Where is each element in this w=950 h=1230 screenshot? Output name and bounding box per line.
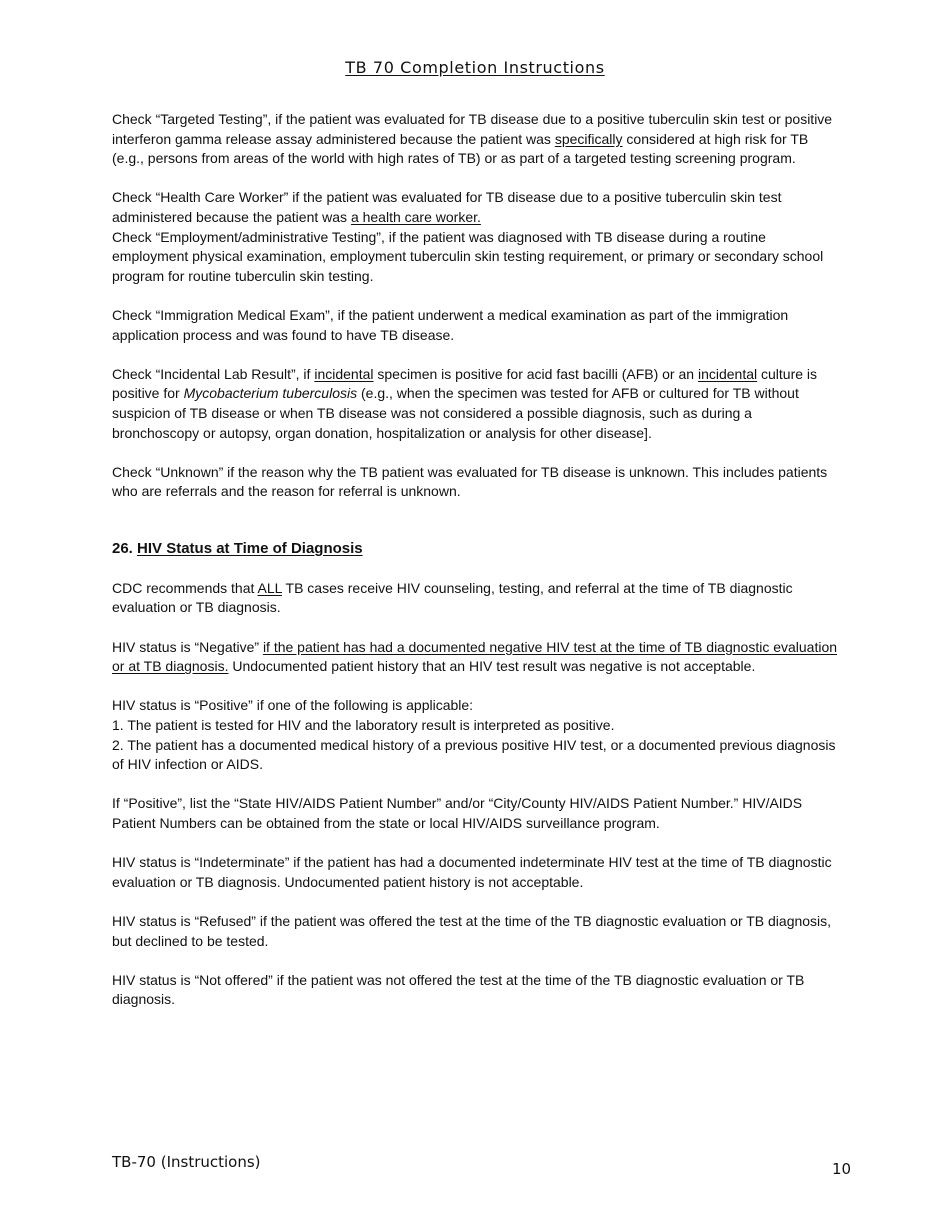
hiv-patient-number-paragraph: If “Positive”, list the “State HIV/AIDS Patient Number” and/or “City/County HIV/AIDS Patient Number.” HIV/AIDS Patient Numbers can be obtained from the state or local HIV/AIDS surveillance program. [112,795,803,831]
unknown-paragraph: Check “Unknown” if the reason why the TB patient was evaluated for TB disease is unknown. This includes patients who are referrals and the reason for referral is unknown. [112,463,828,500]
hiv-refused-paragraph: HIV status is “Refused” if the patient was offered the test at the time of the TB diagnostic evaluation or TB diagnosis, but declined to be tested. [112,912,832,949]
hiv-indeterminate-paragraph: HIV status is “Indeterminate” if the patient has had a documented indeterminate HIV test at the time of TB diagnostic evaluation or TB diagnosis. Undocumented patient history is not acceptable. [112,854,832,890]
footer-form-label: TB-70 (Instructions) [112,1153,261,1171]
health-care-worker-paragraph: Check “Health Care Worker” if the patient was evaluated for TB disease due to a positive tuberculin skin test administered because the patient was a health care worker. [112,189,782,225]
employment-testing-paragraph: Check “Employment/administrative Testing”, if the patient was diagnosed with TB disease during a routine employment physical examination, employment tuberculin skin testing requirement, or primary or secondary school program for routine tuberculin skin testing. [112,228,824,284]
immigration-exam-paragraph: Check “Immigration Medical Exam”, if the patient underwent a medical examination as part of the immigration application process and was found to have TB disease. [112,306,789,343]
hiv-positive-item-1: 1. The patient is tested for HIV and the laboratory result is interpreted as positive. [112,717,615,734]
page-title: TB 70 Completion Instructions [345,58,605,77]
incidental-lab-result-paragraph: Check “Incidental Lab Result”, if incidental specimen is positive for acid fast bacilli (AFB) or an incidental culture is positive for Mycobacterium tuberculosis (e.g., when the specimen was tested for AFB or cultured for TB without suspicion of TB disease or when TB disease was not considered a possible diagnosis, such as during a bronchoscopy or autopsy, organ donation, hospitalization or analysis for other disease]. [112,365,818,441]
cdc-recommendation-paragraph: CDC recommends that ALL TB cases receive HIV counseling, testing, and referral at the time of TB diagnostic evaluation or TB diagnosis. [112,579,793,616]
document-body [112,110,842,1030]
targeted-testing-paragraph: Check “Targeted Testing”, if the patient was evaluated for TB disease due to a positive tuberculin skin test or positive interferon gamma release assay administered because the patient was specifically considered at high risk for TB (e.g., persons from areas of the world with high rates of TB) or as part of a targeted testing screening program. [112,111,833,167]
hiv-not-offered-paragraph: HIV status is “Not offered” if the patient was not offered the test at the time of the TB diagnostic evaluation or TB diagnosis. [112,971,805,1008]
hiv-negative-paragraph: HIV status is “Negative” if the patient has had a documented negative HIV test at the time of TB diagnostic evaluation or at TB diagnosis. Undocumented patient history that an HIV test result was negative is not acceptable. [112,638,838,675]
hiv-positive-paragraph: HIV status is “Positive” if one of the following is applicable: 1. The patient is tested for HIV and the laboratory result is interpreted as positive. 2. The patient has a documented medical history of a previous positive HIV test, or a documented previous diagnosis of HIV infection or AIDS. [112,697,836,773]
page-number: 10 [832,1160,852,1178]
section-heading-hiv-status: 26. HIV Status at Time of Diagnosis [112,539,363,557]
hiv-positive-item-2: 2. The patient has a documented medical history of a previous positive HIV test, or a documented previous diagnosis of HIV infection or AIDS. [112,736,836,773]
